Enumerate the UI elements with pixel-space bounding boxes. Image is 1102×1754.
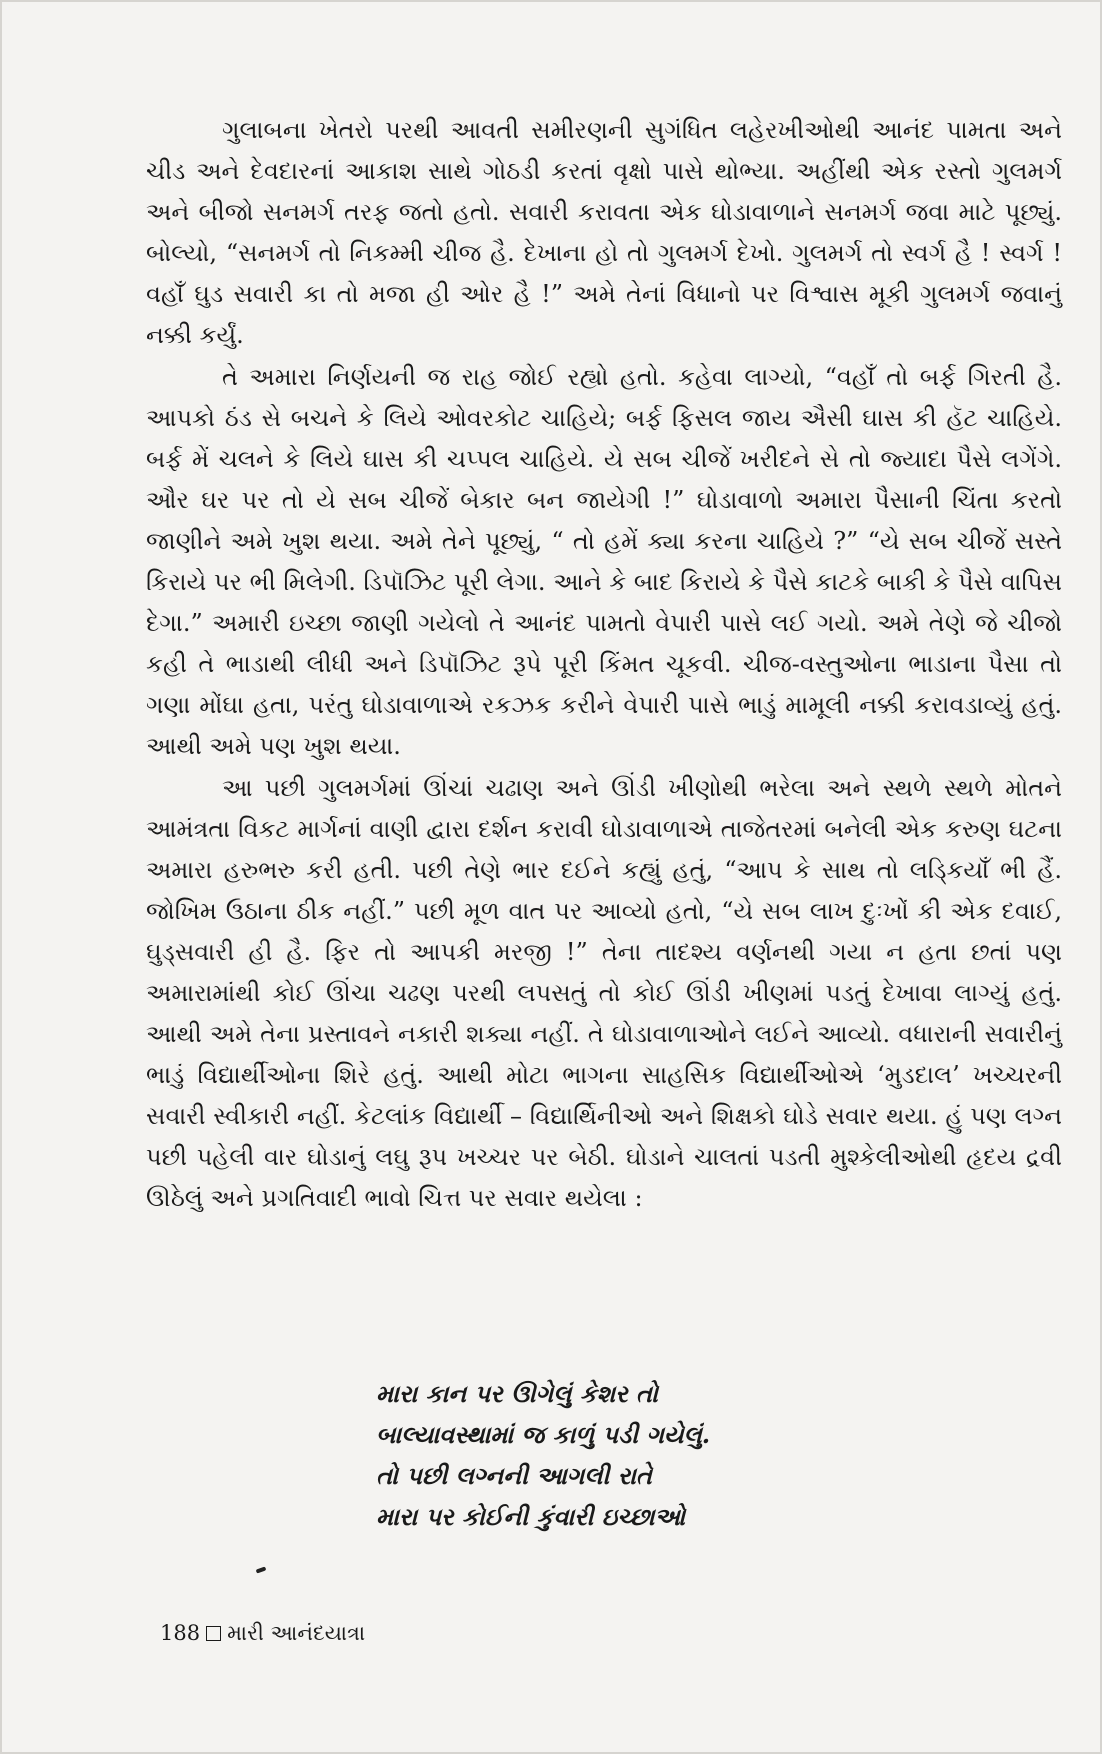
paragraph-3: આ પછી ગુલમર્ગમાં ઊંચાં ચઢાણ અને ઊંડી ખીણોથી ભરેલા અને સ્થળે સ્થળે મોતને આમંત્રતા વિકટ માર્ગનાં વાણી દ્વારા દર્શન કરાવી ઘોડાવાળાએ તાજેતરમાં બનેલી એક કરુણ ઘટના અમારા હરુભરુ કરી હતી. પછી તેણે ભાર દઈને કહ્યું હતું, “આપ કે સાથ તો લડ્કિયાઁ ભી હૈં. જોખિમ ઉઠાના ઠીક નહીં.” પછી મૂળ વાત પર આવ્યો હતો, “યે સબ લાખ દુઃખોં કી એક દવાઈ, ઘુડ્સવારી હી હૈ. ફિર તો આપકી મરજી !” તેના તાદશ્ય વર્ણનથી ગયા ન હતા છતાં પણ અમારામાંથી કોઈ ઊંચા ચઢણ પરથી લપસતું તો કોઈ ઊંડી ખીણમાં પડતું દેખાવા લાગ્યું હતું. આથી અમે તેના પ્રસ્તાવને નકારી શક્યા નહીં. તે ઘોડાવાળાઓને લઈને આવ્યો. વધારાની સવારીનું ભાડું વિદ્યાર્થીઓના શિરે હતું. આથી મોટા ભાગના સાહસિક વિદ્યાર્થીઓએ ‘મુડદાલ’ ખચ્ચરની સવારી સ્વીકારી નહીં. કેટલાંક વિદ્યાર્થી – વિદ્યાર્થિનીઓ અને શિક્ષકો ઘોડે સવાર થયા. હું પણ લગ્ન પછી પહેલી વાર ઘોડાનું લઘુ રૂપ ખચ્ચર પર બેઠી. ઘોડાને ચાલતાં પડતી મુશ્કેલીઓથી હૃદય દ્રવી ઊઠેલું અને પ્રગતિવાદી ભાવો ચિત્ત પર સવાર થયેલા : [146,773,1062,1213]
body-text [146,110,1062,1220]
ink-mark [256,1566,267,1573]
page-number: 188 [160,1621,201,1645]
poem-verse [376,1373,710,1537]
page-footer [160,1618,365,1648]
paragraph-1: ગુલાબના ખેતરો પરથી આવતી સમીરણની સુગંધિત લહેરખીઓથી આનંદ પામતા અને ચીડ અને દેવદારનાં આકાશ સાથે ગોઠડી કરતાં વૃક્ષો પાસે થોભ્યા. અહીંથી એક રસ્તો ગુલમર્ગ અને બીજો સનમર્ગ તરફ જતો હતો. સવારી કરાવતા એક ઘોડાવાળાને સનમર્ગ જવા માટે પૂછ્યું. બોલ્યો, “સનમર્ગ તો નિકમ્મી ચીજ હૈ. દેખાના હો તો ગુલમર્ગ દેખો. ગુલમર્ગ તો સ્વર્ગ હૈ ! સ્વર્ગ ! વહાઁ ઘુડ સવારી કા તો મજા હી ઓર હૈ !” અમે તેનાં વિધાનો પર વિશ્વાસ મૂકી ગુલમર્ગ જવાનું નક્કી કર્યું. [146,116,1062,350]
verse-line-1: મારા કાન પર ઊગેલું કેશર તો [376,1379,658,1408]
book-title: મારી આનંદયાત્રા [227,1621,366,1645]
verse-line-2: બાલ્યાવસ્થામાં જ કાળું પડી ગયેલું. [376,1420,711,1449]
verse-line-4: મારા પર કોઈની કુંવારી ઇચ્છાઓ [376,1502,686,1531]
paragraph-2: તે અમારા નિર્ણયની જ રાહ જોઈ રહ્યો હતો. કહેવા લાગ્યો, “વહાઁ તો બર્ફ ગિરતી હૈ. આપકો ઠંડ સે બચને કે લિયે ઓવરકોટ ચાહિયે; બર્ફ ફિસલ જાય ઐસી ઘાસ કી હૅટ ચાહિયે. બર્ફ મેં ચલને કે લિયે ઘાસ કી ચપ્પલ ચાહિયે. યે સબ ચીજેં ખરીદને સે તો જ્યાદા પૈસે લગેંગે. ઔર ઘર પર તો યે સબ ચીજેં બેકાર બન જાયેગી !” ઘોડાવાળો અમારા પૈસાની ચિંતા કરતો જાણીને અમે ખુશ થયા. અમે તેને પૂછ્યું, “ તો હમેં ક્યા કરના ચાહિયે ?” “યે સબ ચીજેં સસ્તે કિરાયે પર ભી મિલેગી. ડિપૉઝિટ પૂરી લેગા. આને કે બાદ કિરાયે કે પૈસે કાટકે બાકી કે પૈસે વાપિસ દેગા.” અમારી ઇચ્છા જાણી ગયેલો તે આનંદ પામતો વેપારી પાસે લઈ ગયો. અમે તેણે જે ચીજો કહી તે ભાડાથી લીધી અને ડિપૉઝિટ રૂપે પૂરી કિંમત ચૂકવી. ચીજ-વસ્તુઓના ભાડાના પૈસા તો ગણા મોંઘા હતા, પરંતુ ઘોડાવાળાએ રકઝક કરીને વેપારી પાસે ભાડું મામૂલી નક્કી કરાવડાવ્યું હતું. આથી અમે પણ ખુશ થયા. [146,362,1062,761]
verse-line-3: તો પછી લગ્નની આગલી રાતે [376,1461,652,1490]
square-separator-icon [206,1626,221,1641]
